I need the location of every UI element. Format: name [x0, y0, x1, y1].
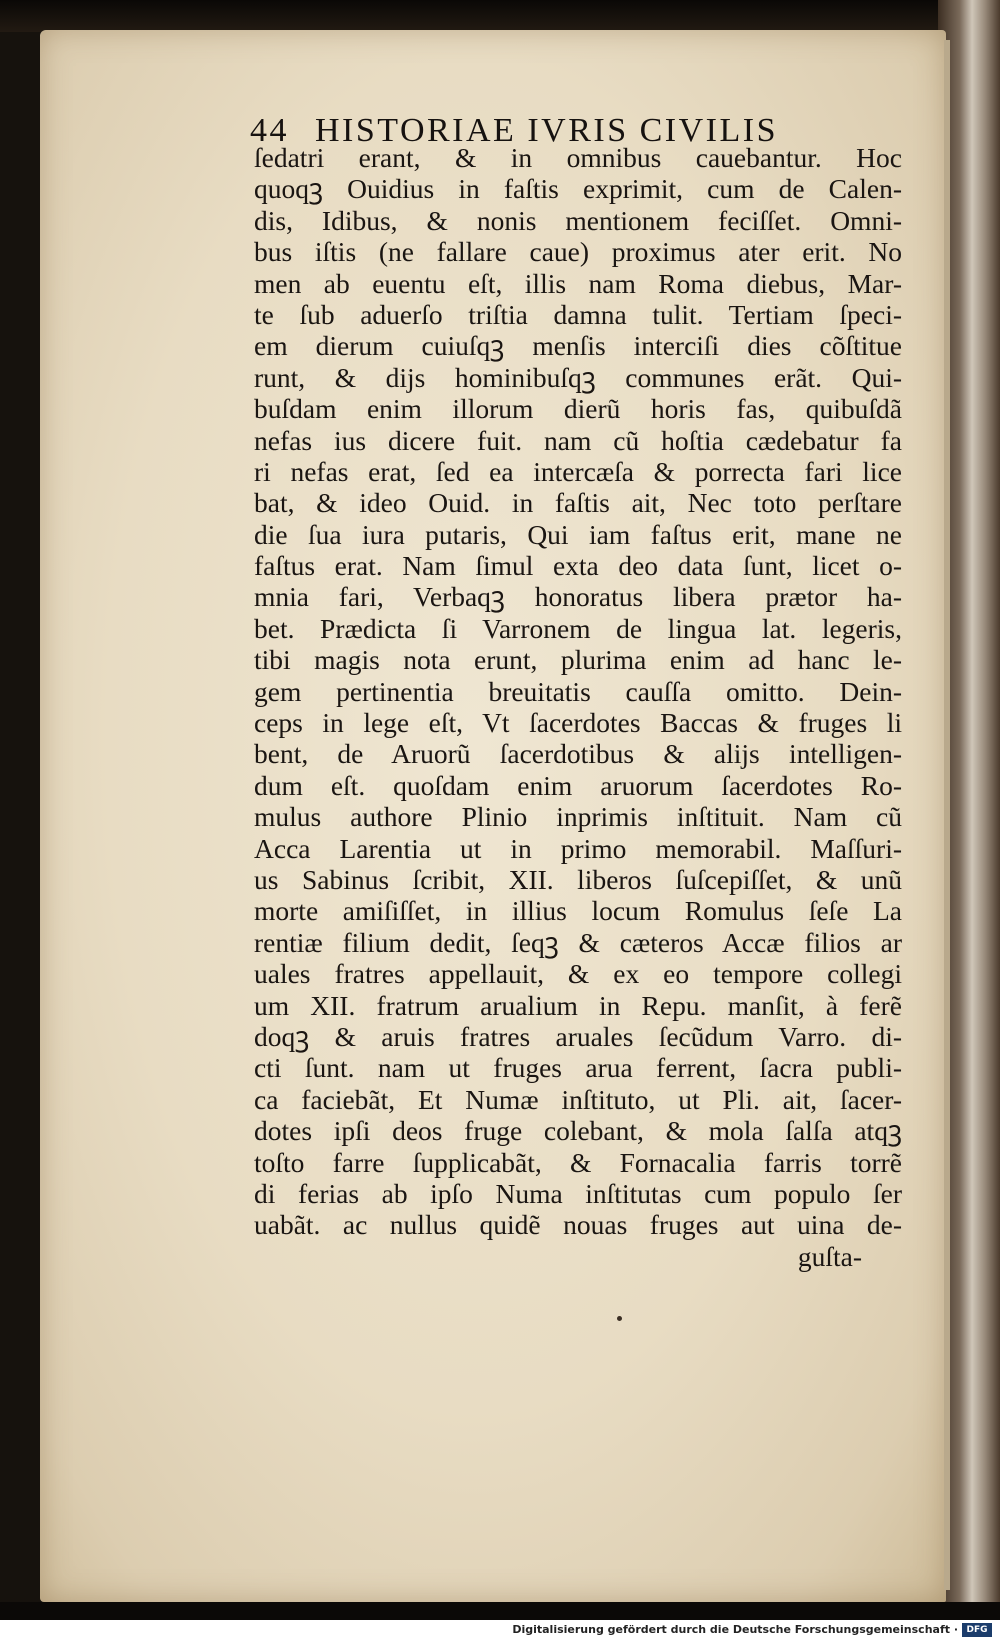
dfg-logo: DFG	[962, 1623, 992, 1637]
text-line: men ab euentu eſt, illis nam Roma diebus, Mar-	[254, 267, 902, 299]
text-line: uales fratres appellauit, & ex eo tempore collegi	[254, 958, 902, 990]
page-number: 44	[250, 112, 289, 149]
text-line: tibi magis nota erunt, plurima enim ad hanc le-	[254, 644, 902, 676]
text-line: guſta-	[797, 1240, 862, 1272]
text-line: mulus authore Plinio inprimis inſtituit. Nam cũ	[254, 801, 902, 833]
footer-bar	[0, 1620, 1000, 1641]
scan-bottom-edge	[0, 1602, 1000, 1620]
text-line: dis, Idibus, & nonis mentionem feciſſet. Omni-	[254, 204, 902, 236]
running-head: HISTORIAE IVRIS CIVILIS	[315, 112, 778, 149]
text-line: ca faciebãt, Et Numæ inſtituto, ut Pli. ait, ſacer-	[254, 1083, 902, 1115]
text-line: die ſua iura putaris, Qui iam faſtus erit, mane ne	[254, 518, 902, 550]
text-line: um XII. fratrum arualium in Repu. manſit, à ferẽ	[254, 989, 902, 1021]
text-line: em dierum cuiuſqꝫ menſis interciſi dies cõſtitue	[254, 330, 902, 362]
digitization-credit: Digitalisierung gefördert durch die Deutsche Forschungsgemeinschaft ·	[512, 1623, 958, 1636]
text-line: quoqꝫ Ouidius in faſtis exprimit, cum de Calen-	[254, 173, 902, 205]
text-line: bet. Prædicta ſi Varronem de lingua lat. legeris,	[254, 612, 902, 644]
text-line: toſto farre ſupplicabãt, & Fornacalia farris torrẽ	[254, 1146, 902, 1178]
body-text	[254, 142, 902, 1272]
text-line: ſedatri erant, & in omnibus cauebantur. Hoc	[254, 142, 902, 173]
text-line: doqꝫ & aruis fratres aruales ſecũdum Varro. di-	[254, 1020, 902, 1052]
ink-speck	[617, 1316, 622, 1321]
text-line: nefas ius dicere fuit. nam cũ hoſtia cædebatur fa	[254, 424, 902, 456]
text-line: bus iſtis (ne fallare caue) proximus ater erit. No	[254, 236, 902, 268]
text-line: runt, & dijs hominibuſqꝫ communes erãt. Qui-	[254, 361, 902, 393]
text-line: ri nefas erat, ſed ea intercæſa & porrecta fari lice	[254, 455, 902, 487]
text-line: te ſub aduerſo triſtia damna tulit. Tertiam ſpeci-	[254, 298, 902, 330]
text-line: uabãt. ac nullus quidẽ nouas fruges aut uina de-	[254, 1209, 902, 1241]
scan-top-edge	[0, 0, 1000, 32]
text-line: ceps in lege eſt, Vt ſacerdotes Baccas & fruges li	[254, 707, 902, 739]
text-line: rentiæ filium dedit, ſeqꝫ & cæteros Accæ filios ar	[254, 926, 902, 958]
text-line: gem pertinentia breuitatis cauſſa omitto. Dein-	[254, 675, 902, 707]
text-line: di ferias ab ipſo Numa inſtitutas cum populo ſer	[254, 1177, 902, 1209]
text-line: cti ſunt. nam ut fruges arua ferrent, ſacra publi-	[254, 1052, 902, 1084]
text-line: bat, & ideo Ouid. in faſtis ait, Nec toto perſtare	[254, 487, 902, 519]
text-line: us Sabinus ſcribit, XII. liberos ſuſcepiſſet, & unũ	[254, 863, 902, 895]
text-line: morte amiſiſſet, in illius locum Romulus ſeſe La	[254, 895, 902, 927]
text-line: buſdam enim illorum dierũ horis fas, quibuſdã	[254, 393, 902, 425]
text-line: bent, de Aruorũ ſacerdotibus & alijs intelligen-	[254, 738, 902, 770]
text-line: mnia fari, Verbaqꝫ honoratus libera prætor ha-	[254, 581, 902, 613]
text-line: dotes ipſi deos fruge colebant, & mola ſalſa atqꝫ	[254, 1115, 902, 1147]
text-line: Acca Larentia ut in primo memorabil. Maſſuri-	[254, 832, 902, 864]
page-edge	[944, 40, 950, 1590]
text-line: faſtus erat. Nam ſimul exta deo data ſunt, licet o-	[254, 550, 902, 582]
text-line: dum eſt. quoſdam enim aruorum ſacerdotes Ro-	[254, 769, 902, 801]
